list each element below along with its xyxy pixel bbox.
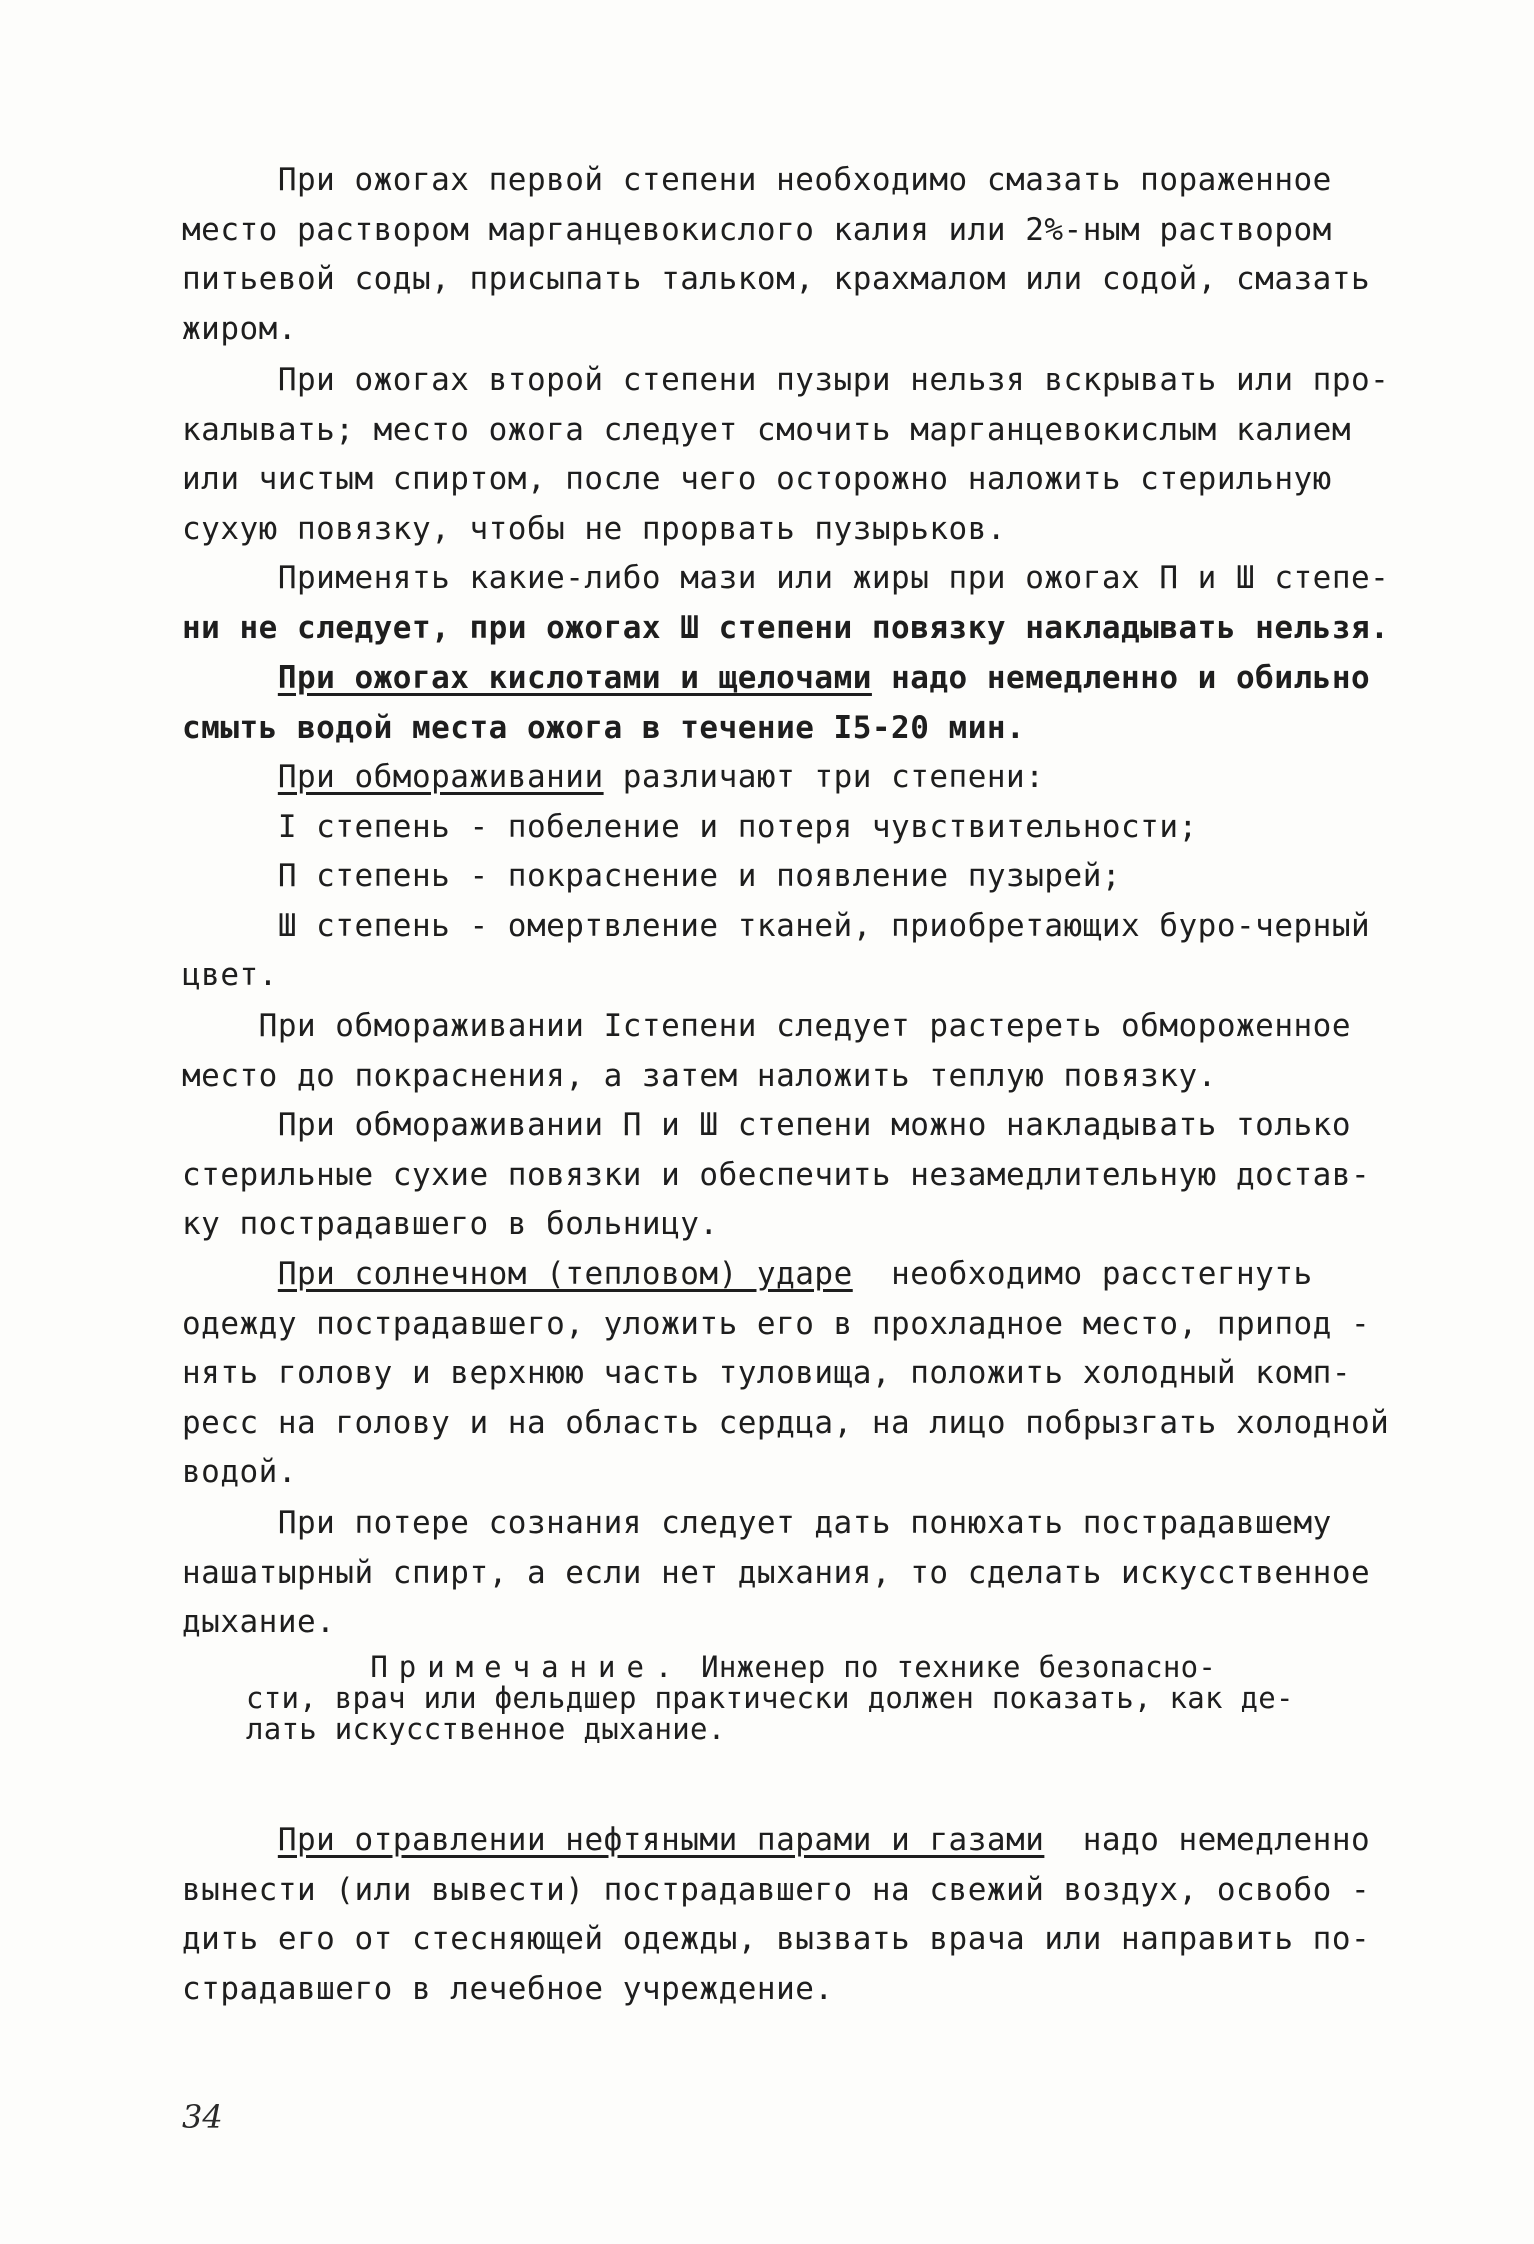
text-line: ку пострадавшего в больницу. [182,1206,719,1242]
degree-line: Ш степень - омертвление тканей, приобретающих буро-черный [182,907,1371,944]
text-line: При обмораживании П и Ш степени можно накладывать только [182,1107,1351,1143]
text-line: При обмораживании Iстепени следует растереть обмороженное [182,1008,1351,1044]
text-line [182,753,1432,803]
paragraph-loss-of-consciousness [182,1499,1432,1648]
text-line: сти, врач или фельдшер практически должен показать, как де- [246,1681,1294,1715]
text-fragment: Инженер по технике безопасно- [683,1650,1217,1684]
text-fragment: необходимо расстегнуть [852,1256,1313,1292]
text-line: жиром. [182,310,297,347]
text-line [182,654,1432,704]
text-line [246,1652,1432,1683]
text-line: питьевой соды, присыпать тальком, крахмалом или содой, смазать [182,261,1371,297]
text-line: дить его от стесняющей одежды, вызвать врача или направить по- [182,1921,1371,1957]
text-line: Применять какие-либо мази или жиры при ожогах П и Ш степе- [182,560,1390,596]
text-line: ни не следует, при ожогах Ш степени повязку накладывать нельзя. [182,609,1390,646]
text-line: дыхание. [182,1604,336,1640]
note-label: Примечание. [370,1650,684,1684]
paragraph-first-degree-frostbite [182,1002,1432,1101]
text-line: При ожогах первой степени необходимо смазать пораженное [182,162,1332,198]
text-line: При потере сознания следует дать понюхать пострадавшему [182,1505,1332,1541]
text-line: нять голову и верхнюю часть туловища, положить холодный комп- [182,1355,1351,1391]
text-fragment: различают три степени: [603,759,1045,795]
text-line: или чистым спиртом, после чего осторожно наложить стерильную [182,461,1332,497]
text-fragment: надо немедленно [1044,1822,1371,1858]
paragraph-severe-frostbite [182,1101,1432,1250]
section-heading-chemical-burns: При ожогах кислотами и щелочами [277,660,872,696]
text-line: лать искусственное дыхание. [246,1712,726,1746]
text-line: место раствором марганцевокислого калия или 2%-ным раствором [182,211,1332,248]
text-line: место до покраснения, а затем наложить теплую повязку. [182,1057,1217,1094]
degree-line: П степень - покраснение и появление пузырей; [182,858,1122,894]
text-line [182,1816,1432,1866]
paragraph-oil-vapor-poisoning [182,1816,1432,2014]
page-number: 34 [182,2098,223,2136]
note-block [246,1652,1432,1745]
text-line: одежду пострадавшего, уложить его в прохладное место, припод - [182,1305,1371,1342]
degree-line: I степень - побеление и потеря чувствительности; [182,808,1198,845]
text-line: цвет. [182,957,278,993]
text-line: При ожогах второй степени пузыри нельзя вскрывать или про- [182,362,1390,398]
paragraph-frostbite-degrees [182,753,1432,1001]
text-line: ресс на голову и на область сердца, на лицо побрызгать холодной [182,1404,1390,1441]
paragraph-first-degree-burns [182,156,1432,354]
paragraph-second-degree-burns [182,356,1432,554]
text-line: страдавшего в лечебное учреждение. [182,1970,834,2007]
section-heading-poisoning: При отравлении нефтяными парами и газами [277,1822,1045,1858]
text-line: сухую повязку, чтобы не прорвать пузырьков. [182,510,1007,547]
text-line: нашатырный спирт, а если нет дыхания, то сделать искусственное [182,1554,1371,1591]
text-line: вынести (или вывести) пострадавшего на свежий воздух, освобо - [182,1871,1371,1908]
text-line: смыть водой места ожога в течение I5-20 мин. [182,709,1026,746]
text-fragment: надо немедленно и обильно [871,660,1371,696]
section-heading-heat-stroke: При солнечном (тепловом) ударе [277,1256,853,1292]
paragraph-chemical-burns [182,654,1432,753]
text-line: стерильные сухие повязки и обеспечить незамедлительную достав- [182,1156,1371,1193]
paragraph-ointments-warning [182,554,1432,653]
text-line: калывать; место ожога следует смочить марганцевокислым калием [182,411,1351,448]
text-line [182,1250,1432,1300]
paragraph-heat-stroke [182,1250,1432,1498]
section-heading-frostbite: При обмораживании [277,759,604,795]
text-line: водой. [182,1454,297,1490]
